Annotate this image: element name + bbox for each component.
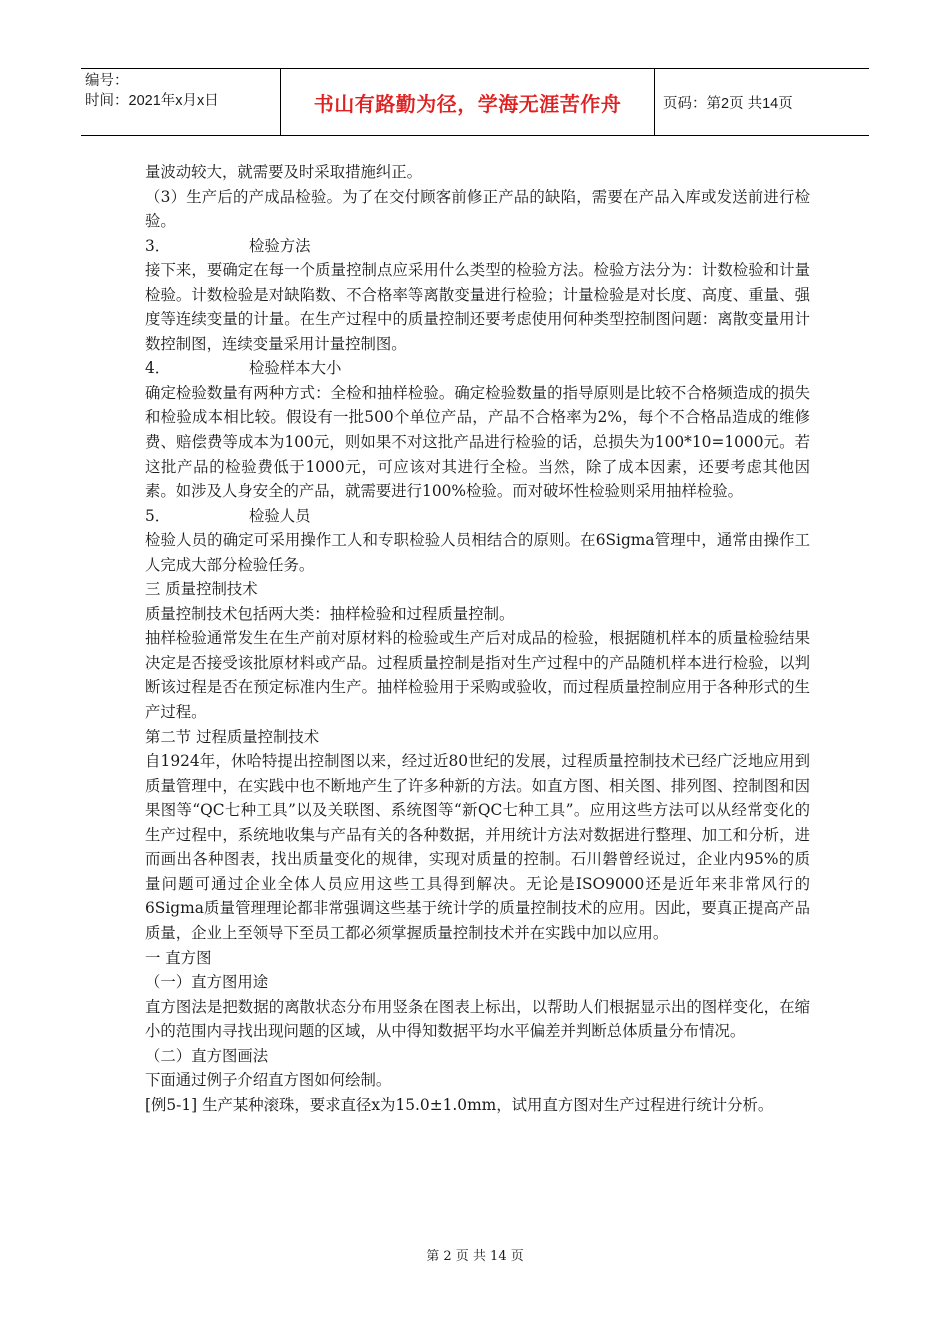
header-page-info: 页码：第2页 共14页: [663, 95, 793, 112]
section-heading: [145, 504, 810, 529]
paragraph: [例5-1] 生产某种滚珠，要求直径x为15.0±1.0mm，试用直方图对生产过程进行统计分析。: [145, 1095, 774, 1114]
paragraph: 量波动较大，就需要及时采取措施纠正。: [145, 163, 423, 181]
header-motto: 书山有路勤为径，学海无涯苦作舟: [313, 91, 622, 116]
subheading: （一）直方图用途: [145, 973, 269, 992]
section-heading: [145, 356, 810, 381]
section-title: 检验方法: [249, 236, 311, 255]
section-title: 检验人员: [249, 506, 311, 525]
paragraph: 接下来，要确定在每一个质量控制点应采用什么类型的检验方法。检验方法分为：计数检验和计量检验。计数检验是对缺陷数、不合格率等离散变量进行检验；计量检验是对长度、高度、重量、强度等连续变量的计量。在生产过程中的质量控制还要考虑使用何种类型控制图问题：离散变量用计数控制图，连续变量采用计量控制图。: [145, 261, 810, 353]
document-date: 时间：2021年x月x日: [85, 93, 219, 109]
paragraph: 确定检验数量有两种方式：全检和抽样检验。确定检验数量的指导原则是比较不合格频造成的损失和检验成本相比较。假设有一批500个单位产品，产品不合格率为2%，每个不合格品造成的维修费、赔偿费等成本为100元，则如果不对这批产品进行检验的话，总损失为100*10=1000元。若这批产品的检验费低于1000元，可应该对其进行全检。当然，除了成本因素，还要考虑其他因素。如涉及人身安全的产品，就需要进行100%检验。而对破坏性检验则采用抽样检验。: [145, 383, 810, 501]
chapter-heading: 一 直方图: [145, 948, 212, 967]
paragraph: 直方图法是把数据的离散状态分布用竖条在图表上标出，以帮助人们根据显示出的图样变化，在缩小的范围内寻找出现问题的区域，从中得知数据平均水平偏差并判断总体质量分布情况。: [145, 997, 810, 1041]
section-title: 检验样本大小: [249, 359, 342, 378]
chapter-heading: 三 质量控制技术: [145, 580, 258, 599]
section-title-heading: 第二节 过程质量控制技术: [145, 727, 320, 746]
paragraph: 质量控制技术包括两大类：抽样检验和过程质量控制。: [145, 604, 515, 623]
page-footer: 第 2 页 共 14 页: [426, 1249, 524, 1264]
header-meta: [81, 69, 281, 135]
section-heading: [145, 234, 810, 259]
document-body: [145, 160, 810, 1117]
section-number: 5．: [145, 506, 171, 525]
page-header: [81, 68, 869, 136]
document-number-label: 编号：: [85, 73, 129, 89]
paragraph: 抽样检验通常发生在生产前对原材料的检验或生产后对成品的检验，根据随机样本的质量检验结果决定是否接受该批原材料或产品。过程质量控制是指对生产过程中的产品随机样本进行检验，以判断该过程是否在预定标准内生产。抽样检验用于采购或验收，而过程质量控制应用于各种形式的生产过程。: [145, 629, 810, 722]
section-number: 3．: [145, 236, 171, 255]
subheading: （二）直方图画法: [145, 1046, 269, 1065]
paragraph: 检验人员的确定可采用操作工人和专职检验人员相结合的原则。在6Sigma管理中，通常由操作工人完成大部分检验任务。: [145, 531, 810, 574]
paragraph: （3）生产后的产成品检验。为了在交付顾客前修正产品的缺陷，需要在产品入库或发送前进行检验。: [145, 187, 810, 231]
header-motto-cell: [281, 69, 655, 135]
section-number: 4．: [145, 359, 171, 378]
paragraph: 自1924年，休哈特提出控制图以来，经过近80世纪的发展，过程质量控制技术已经广泛地应用到质量管理中，在实践中也不断地产生了许多种新的方法。如直方图、相关图、排列图、控制图和因果图等“QC七种工具”以及关联图、系统图等“新QC七种工具”。应用这些方法可以从经常变化的生产过程中，系统地收集与产品有关的各种数据，并用统计方法对数据进行整理、加工和分析，进而画出各种图表，找出质量变化的规律，实现对质量的控制。石川磐曾经说过，企业内95%的质量问题可通过企业全体人员应用这些工具得到解决。无论是ISO9000还是近年来非常风行的6Sigma质量管理理论都非常强调这些基于统计学的质量控制技术的应用。因此，要真正提高产品质量，企业上至领导下至员工都必须掌握质量控制技术并在实践中加以应用。: [145, 752, 810, 942]
paragraph: 下面通过例子介绍直方图如何绘制。: [145, 1071, 392, 1090]
